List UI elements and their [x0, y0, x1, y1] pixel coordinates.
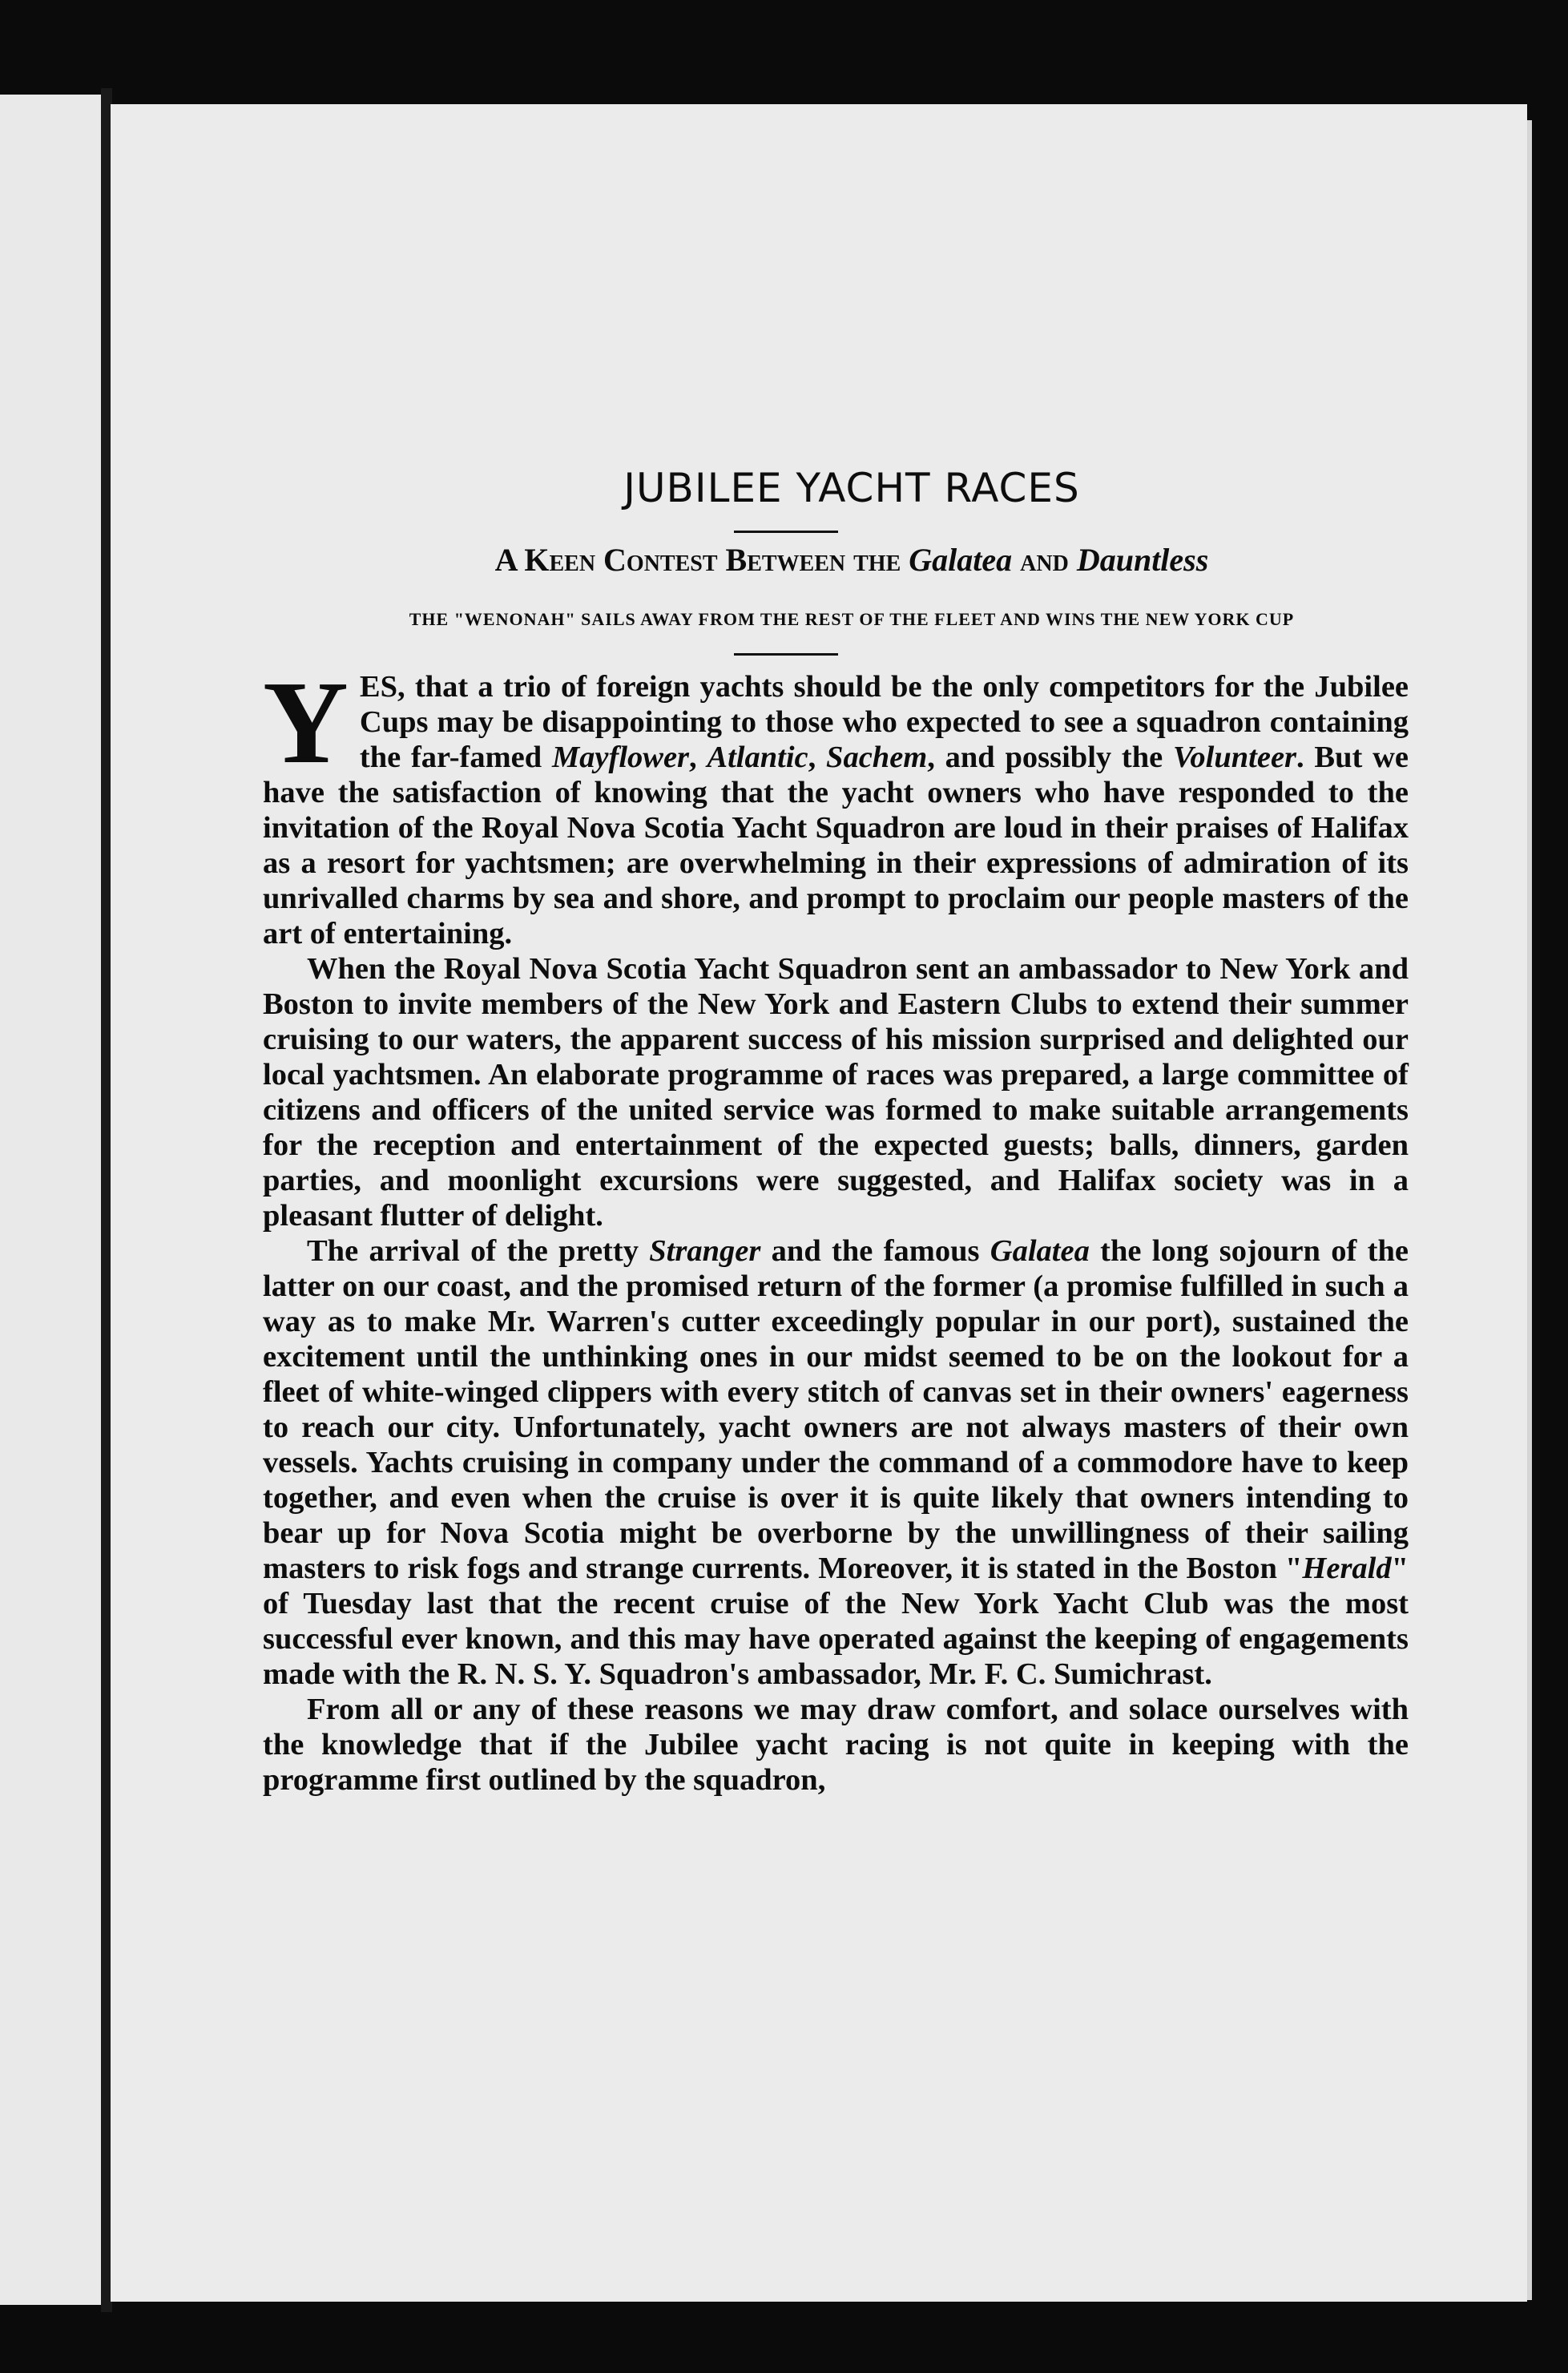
facing-page-edge — [0, 95, 106, 2305]
p3-text-b: and the famous — [760, 1234, 990, 1268]
drop-cap: Y — [263, 657, 349, 789]
article-tagline: THE "WENONAH" SAILS AWAY FROM THE REST OF THE FLEET AND WINS THE NEW YORK CUP — [409, 609, 1295, 629]
document-page — [111, 104, 1527, 2302]
yacht-stranger: Stranger — [649, 1234, 761, 1268]
subtitle-and: and — [1012, 542, 1077, 578]
subtitle-boat-galatea: Galatea — [909, 542, 1013, 578]
article-subtitle — [111, 541, 1473, 579]
yacht-galatea: Galatea — [990, 1234, 1090, 1268]
p3-text-c: the long sojourn of the latter on our coast, and the promised return of the former (a promise fulfilled in such a way as to make Mr. Warren's cutter exceedingly popular in our port), sustained the excitement until the unthinking ones in our midst seemed to be on the lookout for a fleet of white-winged clippers with every stitch of canvas set in their owners' eagerness to reach our city. Unfortunately, yacht owners are not always masters of their own vessels. Yachts cruising in company under the command of a commodore have to keep together, and even when the cruise is over it is quite likely that owners intending to bear up for Nova Scotia might be overborne by the unwillingness of their sailing masters to risk fogs and strange currents. Moreover, it is stated in the Boston " — [263, 1234, 1409, 1585]
subtitle-text: A Keen Contest Between the — [494, 542, 909, 578]
p3-text-d: " of Tuesday last that the recent cruise of the New York Yacht Club was the most successful ever known, and this may have operated against the keeping of engagements made with the R. N. S. Y. Squadron's ambassador, Mr. F. C. Sumichrast. — [263, 1552, 1409, 1691]
yacht-mayflower: Mayflower — [551, 741, 690, 774]
paragraph-4: From all or any of these reasons we may draw comfort, and solace ourselves with the knowledge that if the Jubilee yacht racing is not quite in keeping with the programme first outlined by the squadron, — [263, 1693, 1409, 1797]
p1-text-b: , and possibly the — [927, 741, 1173, 774]
paragraph-3 — [263, 1233, 1409, 1692]
article-body — [263, 657, 1409, 1798]
p1-sep-2: , — [808, 741, 827, 774]
p3-text-a: The arrival of the pretty — [307, 1234, 650, 1268]
title-rule — [734, 531, 838, 533]
p1-text-c: . But we have the satisfaction of knowing that the yacht owners who have responded to the invitation of the Royal Nova Scotia Yacht Squadron are loud in their praises of Halifax as a resort for yachtsmen; are overwhelming in their expressions of admiration of its unrivalled charms by sea and shore, and prompt to proclaim our people masters of the art of entertaining. — [263, 741, 1409, 950]
newspaper-herald: Herald — [1302, 1552, 1392, 1585]
p1-text-a: ES, that a trio of foreign yachts should be the only competitors for the Jubilee Cups may be disappointing to those who expected to see a squadron containing the far-famed — [359, 670, 1409, 774]
paragraph-2: When the Royal Nova Scotia Yacht Squadron sent an ambassador to New York and Boston to invite members of the New York and Eastern Clubs to extend their summer cruising to our waters, the apparent success of his mission surprised and delighted our local yachtsmen. An elaborate programme of races was prepared, a large committee of citizens and officers of the united service was formed to make suitable arrangements for the reception and entertainment of the expected guests; balls, dinners, garden parties, and moonlight excursions were suggested, and Halifax society was in a pleasant flutter of delight. — [263, 952, 1409, 1233]
yacht-atlantic: Atlantic — [707, 741, 808, 774]
subtitle-boat-dauntless: Dauntless — [1076, 542, 1209, 578]
yacht-volunteer: Volunteer — [1173, 741, 1297, 774]
paragraph-1 — [263, 657, 1409, 951]
subtitle-rule — [734, 653, 838, 656]
p1-sep-1: , — [689, 741, 707, 774]
yacht-sachem: Sachem — [826, 741, 928, 774]
article-title: JUBILEE YACHT RACES — [623, 465, 1080, 511]
